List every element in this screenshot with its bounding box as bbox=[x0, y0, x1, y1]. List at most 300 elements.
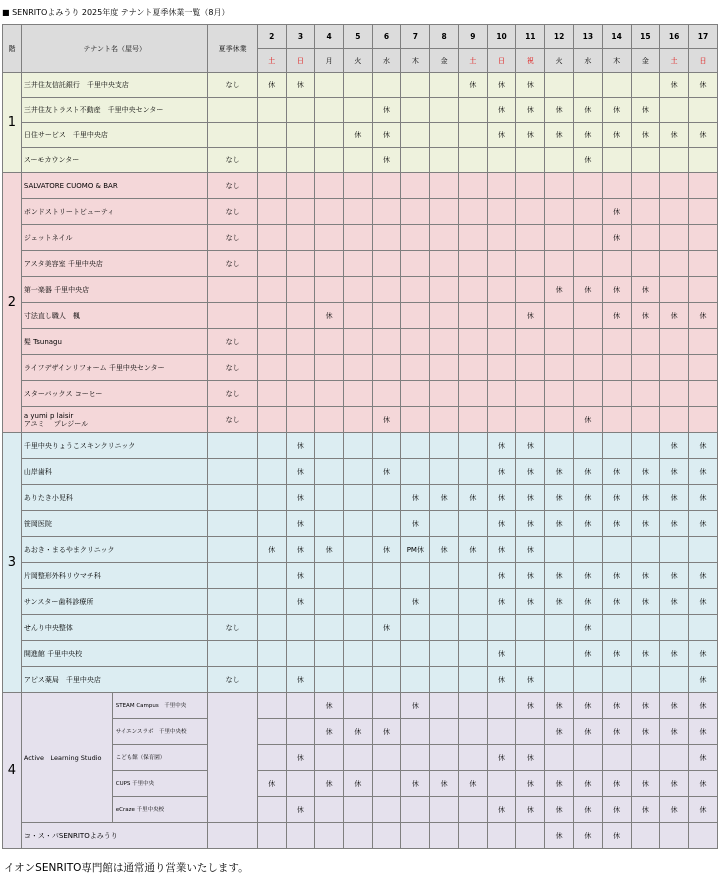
closure-mark bbox=[430, 355, 459, 381]
closure-mark: 休 bbox=[487, 537, 516, 563]
closure-mark bbox=[458, 433, 487, 459]
closure-mark: 休 bbox=[545, 511, 574, 537]
closure-mark bbox=[257, 199, 286, 225]
closure-mark bbox=[487, 693, 516, 719]
closure-mark: 休 bbox=[286, 537, 315, 563]
weekday-label: 火 bbox=[545, 49, 574, 73]
closure-mark bbox=[343, 563, 372, 589]
closure-mark bbox=[660, 277, 689, 303]
closure-mark bbox=[689, 381, 718, 407]
closure-mark bbox=[257, 485, 286, 511]
tenant-name: ライフデザインリフォーム 千里中央センター bbox=[21, 355, 208, 381]
tenant-row bbox=[3, 303, 718, 329]
closure-mark: 休 bbox=[516, 433, 545, 459]
closure-mark: 休 bbox=[660, 693, 689, 719]
closure-mark bbox=[545, 225, 574, 251]
weekday-label: 水 bbox=[573, 49, 602, 73]
summer-closure bbox=[208, 277, 257, 303]
closure-mark: 休 bbox=[401, 511, 430, 537]
closure-mark: 休 bbox=[573, 771, 602, 797]
summer-closure-header: 夏季休業 bbox=[208, 25, 257, 73]
closure-mark: 休 bbox=[372, 719, 401, 745]
closure-mark bbox=[516, 173, 545, 199]
summer-closure: なし bbox=[208, 329, 257, 355]
closure-mark bbox=[430, 199, 459, 225]
closure-mark bbox=[516, 719, 545, 745]
closure-mark bbox=[372, 329, 401, 355]
closure-mark: 休 bbox=[573, 693, 602, 719]
closure-mark: 休 bbox=[516, 797, 545, 823]
closure-mark: 休 bbox=[631, 771, 660, 797]
closure-mark bbox=[458, 693, 487, 719]
closure-mark bbox=[315, 225, 344, 251]
closure-mark bbox=[315, 381, 344, 407]
closure-mark: 休 bbox=[660, 433, 689, 459]
closure-mark: 休 bbox=[660, 511, 689, 537]
closure-mark: 休 bbox=[458, 537, 487, 563]
closure-mark bbox=[401, 123, 430, 148]
closure-mark bbox=[516, 148, 545, 173]
tenant-name: アスタ美容室 千里中央店 bbox=[21, 251, 208, 277]
tenant-row bbox=[3, 199, 718, 225]
closure-mark bbox=[458, 277, 487, 303]
day-number: 4 bbox=[315, 25, 344, 49]
closure-mark bbox=[343, 511, 372, 537]
closure-mark: 休 bbox=[372, 537, 401, 563]
closure-mark bbox=[315, 329, 344, 355]
closure-mark bbox=[430, 433, 459, 459]
closure-mark bbox=[315, 823, 344, 849]
closure-mark bbox=[372, 303, 401, 329]
closure-mark bbox=[458, 615, 487, 641]
closure-mark bbox=[430, 173, 459, 199]
closure-mark: 休 bbox=[487, 745, 516, 771]
weekday-label: 火 bbox=[343, 49, 372, 73]
closure-mark: 休 bbox=[689, 123, 718, 148]
closure-mark bbox=[487, 355, 516, 381]
closure-mark bbox=[545, 148, 574, 173]
closure-mark: 休 bbox=[631, 485, 660, 511]
closure-mark bbox=[315, 511, 344, 537]
closure-mark: 休 bbox=[487, 123, 516, 148]
closure-mark: 休 bbox=[689, 797, 718, 823]
summer-closure bbox=[208, 693, 257, 823]
closure-mark bbox=[516, 199, 545, 225]
summer-closure: なし bbox=[208, 355, 257, 381]
closure-mark bbox=[516, 641, 545, 667]
closure-mark bbox=[286, 407, 315, 433]
closure-mark bbox=[315, 407, 344, 433]
closure-mark bbox=[573, 225, 602, 251]
closure-mark: 休 bbox=[689, 73, 718, 98]
closure-mark: 休 bbox=[631, 98, 660, 123]
closure-mark bbox=[458, 459, 487, 485]
weekday-label: 金 bbox=[430, 49, 459, 73]
closure-mark bbox=[689, 277, 718, 303]
day-number: 8 bbox=[430, 25, 459, 49]
summer-closure: なし bbox=[208, 173, 257, 199]
summer-closure: なし bbox=[208, 381, 257, 407]
closure-mark bbox=[545, 173, 574, 199]
closure-mark bbox=[372, 667, 401, 693]
closure-mark bbox=[631, 433, 660, 459]
closure-mark bbox=[372, 641, 401, 667]
closure-mark: 休 bbox=[602, 98, 631, 123]
closure-mark bbox=[257, 407, 286, 433]
tenant-name: ジェットネイル bbox=[21, 225, 208, 251]
closure-mark bbox=[458, 745, 487, 771]
sub-tenant-name: CUPS 千里中央 bbox=[112, 771, 208, 797]
tenant-name: 三井住友信託銀行 千里中央支店 bbox=[21, 73, 208, 98]
closure-mark bbox=[257, 303, 286, 329]
closure-mark bbox=[660, 745, 689, 771]
closure-mark: 休 bbox=[573, 123, 602, 148]
closure-mark: 休 bbox=[286, 485, 315, 511]
closure-mark bbox=[343, 745, 372, 771]
floor-header: 階 bbox=[3, 25, 22, 73]
tenant-name: スーモカウンター bbox=[21, 148, 208, 173]
summer-closure bbox=[208, 485, 257, 511]
closure-mark: 休 bbox=[573, 511, 602, 537]
closure-mark bbox=[573, 251, 602, 277]
closure-mark: 休 bbox=[458, 485, 487, 511]
closure-mark bbox=[401, 667, 430, 693]
closure-mark bbox=[401, 433, 430, 459]
closure-mark: 休 bbox=[660, 719, 689, 745]
closure-mark bbox=[631, 251, 660, 277]
closure-mark bbox=[401, 615, 430, 641]
closure-mark: 休 bbox=[602, 303, 631, 329]
closure-mark bbox=[401, 303, 430, 329]
closure-mark bbox=[573, 433, 602, 459]
closure-mark bbox=[458, 407, 487, 433]
closure-mark bbox=[631, 225, 660, 251]
closure-mark bbox=[602, 148, 631, 173]
summer-closure: なし bbox=[208, 199, 257, 225]
closure-mark: 休 bbox=[372, 615, 401, 641]
closure-mark bbox=[487, 823, 516, 849]
closure-mark bbox=[343, 173, 372, 199]
closure-mark: 休 bbox=[315, 719, 344, 745]
closure-mark bbox=[602, 667, 631, 693]
closure-mark bbox=[487, 719, 516, 745]
tenant-name: ボンドストリートビューティ bbox=[21, 199, 208, 225]
closure-mark bbox=[257, 589, 286, 615]
tenant-row bbox=[3, 277, 718, 303]
closure-mark bbox=[430, 693, 459, 719]
closure-mark bbox=[516, 615, 545, 641]
tenant-group-label: Active Learning Studio bbox=[21, 693, 112, 823]
closure-mark bbox=[545, 381, 574, 407]
closure-mark bbox=[689, 355, 718, 381]
closure-mark bbox=[286, 381, 315, 407]
closure-mark bbox=[286, 771, 315, 797]
closure-mark bbox=[458, 797, 487, 823]
closure-mark: 休 bbox=[343, 719, 372, 745]
closure-mark bbox=[343, 693, 372, 719]
closure-mark: 休 bbox=[602, 771, 631, 797]
tenant-row bbox=[3, 173, 718, 199]
tenant-row bbox=[3, 98, 718, 123]
closure-mark bbox=[257, 173, 286, 199]
closure-mark bbox=[631, 148, 660, 173]
day-number: 15 bbox=[631, 25, 660, 49]
tenant-name: 寸法直し職人 楓 bbox=[21, 303, 208, 329]
closure-mark bbox=[315, 485, 344, 511]
closure-mark bbox=[602, 433, 631, 459]
closure-mark bbox=[372, 251, 401, 277]
closure-mark bbox=[660, 823, 689, 849]
closure-mark: 休 bbox=[487, 511, 516, 537]
closure-mark bbox=[631, 745, 660, 771]
closure-mark bbox=[372, 277, 401, 303]
closure-mark bbox=[343, 381, 372, 407]
closure-mark bbox=[660, 98, 689, 123]
closure-mark bbox=[372, 771, 401, 797]
tenant-name: 第一楽器 千里中央店 bbox=[21, 277, 208, 303]
closure-mark bbox=[602, 381, 631, 407]
weekday-label: 祝 bbox=[516, 49, 545, 73]
closure-mark bbox=[315, 667, 344, 693]
closure-mark: 休 bbox=[372, 148, 401, 173]
summer-closure bbox=[208, 823, 257, 849]
closure-mark bbox=[631, 615, 660, 641]
closure-mark bbox=[487, 329, 516, 355]
closure-mark bbox=[545, 303, 574, 329]
closure-mark: 休 bbox=[602, 589, 631, 615]
closure-mark bbox=[257, 693, 286, 719]
tenant-name: スターバックス コーヒー bbox=[21, 381, 208, 407]
closure-mark bbox=[286, 251, 315, 277]
closure-mark bbox=[573, 745, 602, 771]
closure-mark bbox=[631, 407, 660, 433]
closure-mark bbox=[257, 797, 286, 823]
closure-mark: 休 bbox=[286, 511, 315, 537]
closure-mark bbox=[343, 407, 372, 433]
closure-mark bbox=[315, 73, 344, 98]
closure-mark bbox=[372, 589, 401, 615]
closure-mark bbox=[516, 355, 545, 381]
closure-mark: 休 bbox=[689, 303, 718, 329]
closure-mark bbox=[315, 433, 344, 459]
summer-closure bbox=[208, 303, 257, 329]
closure-mark: 休 bbox=[602, 123, 631, 148]
closure-mark bbox=[660, 329, 689, 355]
tenant-name: あおき・まるやまクリニック bbox=[21, 537, 208, 563]
closure-mark bbox=[487, 199, 516, 225]
closure-mark bbox=[660, 148, 689, 173]
tenant-row bbox=[3, 693, 718, 719]
closure-mark bbox=[343, 589, 372, 615]
closure-mark: 休 bbox=[631, 123, 660, 148]
closure-mark bbox=[372, 485, 401, 511]
closure-mark bbox=[545, 199, 574, 225]
closure-mark: 休 bbox=[660, 589, 689, 615]
closure-mark: 休 bbox=[602, 511, 631, 537]
closure-mark bbox=[430, 303, 459, 329]
summer-closure bbox=[208, 459, 257, 485]
closure-mark bbox=[631, 381, 660, 407]
closure-mark: 休 bbox=[573, 148, 602, 173]
tenant-name: コ・ス・パSENRITOよみうり bbox=[21, 823, 208, 849]
closure-mark bbox=[343, 823, 372, 849]
tenant-name: せんり中央整体 bbox=[21, 615, 208, 641]
closure-mark bbox=[516, 251, 545, 277]
closure-mark bbox=[660, 667, 689, 693]
closure-mark: 休 bbox=[545, 823, 574, 849]
summer-closure bbox=[208, 589, 257, 615]
closure-mark bbox=[516, 381, 545, 407]
closure-mark: 休 bbox=[516, 485, 545, 511]
closure-mark bbox=[573, 537, 602, 563]
closure-mark bbox=[458, 148, 487, 173]
closure-mark: 休 bbox=[487, 797, 516, 823]
closure-mark bbox=[689, 199, 718, 225]
closure-mark: 休 bbox=[401, 771, 430, 797]
closure-mark bbox=[660, 381, 689, 407]
closure-mark bbox=[372, 73, 401, 98]
holiday-schedule-table bbox=[2, 24, 718, 849]
day-number: 14 bbox=[602, 25, 631, 49]
header-row-days bbox=[3, 25, 718, 49]
closure-mark: 休 bbox=[573, 459, 602, 485]
page-title: ■ SENRITOよみうり 2025年度 テナント夏季休業一覧（8月） bbox=[2, 8, 230, 17]
tenant-row bbox=[3, 148, 718, 173]
closure-mark bbox=[458, 641, 487, 667]
closure-mark bbox=[286, 98, 315, 123]
closure-mark bbox=[458, 251, 487, 277]
closure-mark bbox=[631, 823, 660, 849]
closure-mark bbox=[343, 73, 372, 98]
closure-mark: 休 bbox=[516, 745, 545, 771]
closure-mark bbox=[660, 537, 689, 563]
tenant-name: 笹岡医院 bbox=[21, 511, 208, 537]
closure-mark: 休 bbox=[458, 73, 487, 98]
closure-mark bbox=[458, 173, 487, 199]
closure-mark bbox=[430, 329, 459, 355]
tenant-name: 山岸歯科 bbox=[21, 459, 208, 485]
tenant-name: 千里中央りょうこスキンクリニック bbox=[21, 433, 208, 459]
closure-mark bbox=[257, 277, 286, 303]
closure-mark: 休 bbox=[545, 719, 574, 745]
closure-mark: 休 bbox=[430, 485, 459, 511]
summer-closure bbox=[208, 511, 257, 537]
closure-mark bbox=[660, 355, 689, 381]
closure-mark bbox=[286, 615, 315, 641]
closure-mark bbox=[602, 615, 631, 641]
closure-mark bbox=[315, 199, 344, 225]
weekday-label: 木 bbox=[401, 49, 430, 73]
closure-mark bbox=[430, 148, 459, 173]
tenant-row bbox=[3, 485, 718, 511]
closure-mark bbox=[573, 173, 602, 199]
closure-mark bbox=[487, 225, 516, 251]
floor-number: 1 bbox=[3, 73, 22, 173]
closure-mark: 休 bbox=[631, 693, 660, 719]
closure-mark bbox=[689, 225, 718, 251]
closure-mark bbox=[689, 537, 718, 563]
closure-mark bbox=[660, 407, 689, 433]
closure-mark: 休 bbox=[689, 485, 718, 511]
closure-mark: 休 bbox=[343, 771, 372, 797]
summer-closure: なし bbox=[208, 615, 257, 641]
closure-mark bbox=[573, 73, 602, 98]
closure-mark bbox=[430, 615, 459, 641]
closure-mark bbox=[401, 251, 430, 277]
closure-mark bbox=[257, 563, 286, 589]
closure-mark bbox=[631, 537, 660, 563]
closure-mark bbox=[602, 745, 631, 771]
closure-mark: 休 bbox=[689, 719, 718, 745]
tenant-name: 日住サービス 千里中央店 bbox=[21, 123, 208, 148]
closure-mark bbox=[343, 667, 372, 693]
closure-mark: 休 bbox=[286, 563, 315, 589]
closure-mark bbox=[257, 329, 286, 355]
closure-mark: 休 bbox=[602, 563, 631, 589]
closure-mark bbox=[372, 693, 401, 719]
closure-mark: 休 bbox=[545, 589, 574, 615]
closure-mark bbox=[343, 433, 372, 459]
closure-mark: 休 bbox=[516, 303, 545, 329]
closure-mark: 休 bbox=[487, 667, 516, 693]
closure-mark bbox=[602, 407, 631, 433]
tenant-name: 髪 Tsunagu bbox=[21, 329, 208, 355]
summer-closure: なし bbox=[208, 73, 257, 98]
tenant-row bbox=[3, 251, 718, 277]
closure-mark: 休 bbox=[573, 589, 602, 615]
closure-mark bbox=[689, 823, 718, 849]
closure-mark: 休 bbox=[487, 589, 516, 615]
closure-mark bbox=[545, 251, 574, 277]
closure-mark bbox=[487, 173, 516, 199]
tenant-name: 三井住友トラスト不動産 千里中央センター bbox=[21, 98, 208, 123]
closure-mark bbox=[401, 797, 430, 823]
closure-mark: 休 bbox=[487, 73, 516, 98]
closure-mark bbox=[401, 73, 430, 98]
closure-mark: 休 bbox=[286, 589, 315, 615]
closure-mark bbox=[257, 667, 286, 693]
closure-mark bbox=[458, 381, 487, 407]
closure-mark bbox=[315, 563, 344, 589]
closure-mark bbox=[487, 277, 516, 303]
day-number: 11 bbox=[516, 25, 545, 49]
closure-mark bbox=[631, 667, 660, 693]
closure-mark: 休 bbox=[689, 511, 718, 537]
closure-mark bbox=[660, 199, 689, 225]
closure-mark bbox=[343, 485, 372, 511]
closure-mark: 休 bbox=[516, 693, 545, 719]
closure-mark bbox=[401, 277, 430, 303]
closure-mark: 休 bbox=[545, 485, 574, 511]
closure-mark bbox=[631, 355, 660, 381]
closure-mark: 休 bbox=[372, 123, 401, 148]
closure-mark bbox=[286, 123, 315, 148]
closure-mark bbox=[257, 381, 286, 407]
closure-mark: PM休 bbox=[401, 537, 430, 563]
closure-mark bbox=[257, 823, 286, 849]
closure-mark: 休 bbox=[487, 563, 516, 589]
closure-mark bbox=[430, 381, 459, 407]
closure-mark bbox=[631, 73, 660, 98]
floor-number: 4 bbox=[3, 693, 22, 849]
closure-mark bbox=[286, 693, 315, 719]
closure-mark bbox=[257, 641, 286, 667]
closure-mark bbox=[401, 823, 430, 849]
closure-mark bbox=[689, 98, 718, 123]
closure-mark: 休 bbox=[573, 485, 602, 511]
closure-mark bbox=[458, 719, 487, 745]
day-number: 6 bbox=[372, 25, 401, 49]
